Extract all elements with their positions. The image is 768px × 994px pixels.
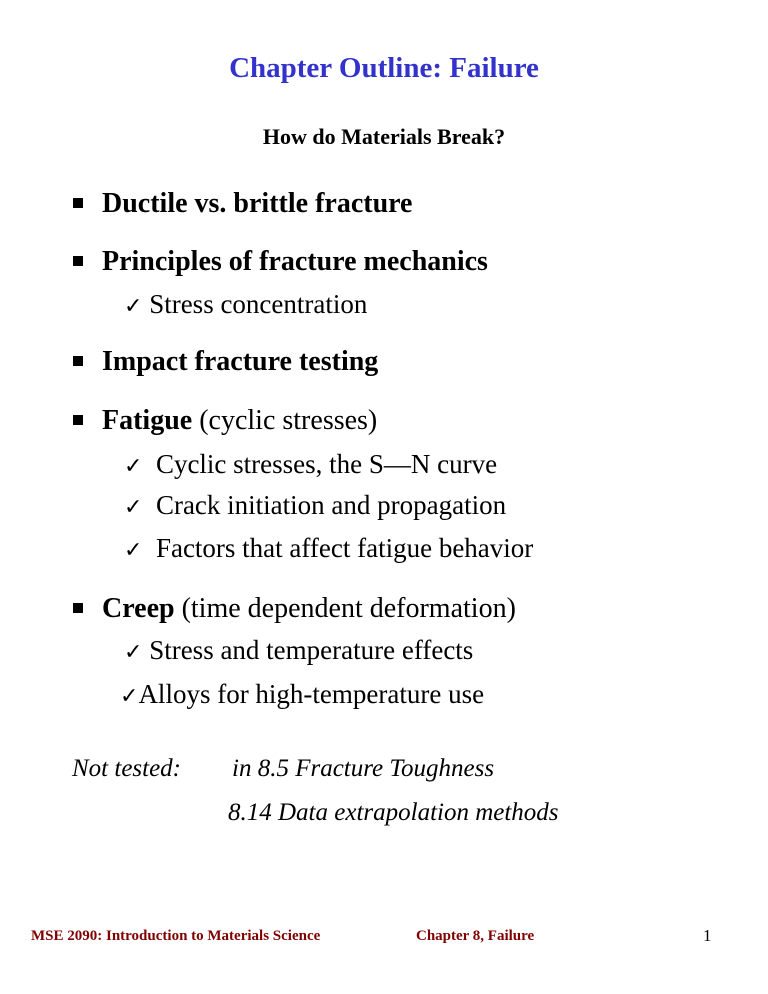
page-subtitle: How do Materials Break? [262,124,506,149]
outline-item-fatigue [73,405,377,437]
square-bullet-icon [73,256,83,266]
check-mark-icon: ✓ [124,294,143,319]
page-title: Chapter Outline: Failure [229,52,539,84]
sub-item-sn-curve [124,449,497,480]
check-mark-icon: ✓ [124,495,143,520]
check-mark-icon: ✓ [120,684,139,709]
sub-item-label: Stress and temperature effects [149,635,474,665]
sub-item-label: Factors that affect fatigue behavior [155,533,534,563]
outline-item-fracture-mechanics [73,246,488,278]
square-bullet-icon [73,356,83,366]
outline-item-label: Fatigue [102,405,193,436]
outline-item-creep [73,593,516,625]
sub-item-label: Stress concentration [149,289,368,319]
outline-item-impact-testing [73,346,378,378]
outline-item-ductile-brittle [73,188,413,220]
outline-item-label: Impact fracture testing [102,346,379,377]
square-bullet-icon [73,198,83,208]
sub-item-high-temp-alloys [120,679,484,710]
not-tested-note-1: in 8.5 Fracture Toughness [232,755,495,782]
sub-item-stress-concentration [124,289,367,320]
page-number: 1 [703,926,712,945]
square-bullet-icon [73,603,83,613]
sub-item-label: Crack initiation and propagation [155,490,507,520]
sub-item-crack-initiation [124,490,506,521]
outline-item-label: Creep [102,593,175,624]
outline-item-note: (time dependent deformation) [174,593,516,624]
not-tested-label: Not tested: [72,755,182,782]
outline-item-label: Principles of fracture mechanics [102,246,488,277]
check-mark-icon: ✓ [124,454,143,479]
square-bullet-icon [73,415,83,425]
sub-item-stress-temperature [124,635,473,666]
footer-chapter: Chapter 8, Failure [416,928,535,944]
sub-item-label: Alloys for high-temperature use [138,679,485,709]
outline-item-note: (cyclic stresses) [192,405,378,436]
not-tested-note-2: 8.14 Data extrapolation methods [228,799,559,826]
footer-course: MSE 2090: Introduction to Materials Science [31,928,321,944]
sub-item-fatigue-factors [124,533,533,564]
outline-item-label: Ductile vs. brittle fracture [102,188,413,219]
check-mark-icon: ✓ [124,538,143,563]
check-mark-icon: ✓ [124,640,143,665]
sub-item-label: Cyclic stresses, the S—N curve [155,449,498,479]
